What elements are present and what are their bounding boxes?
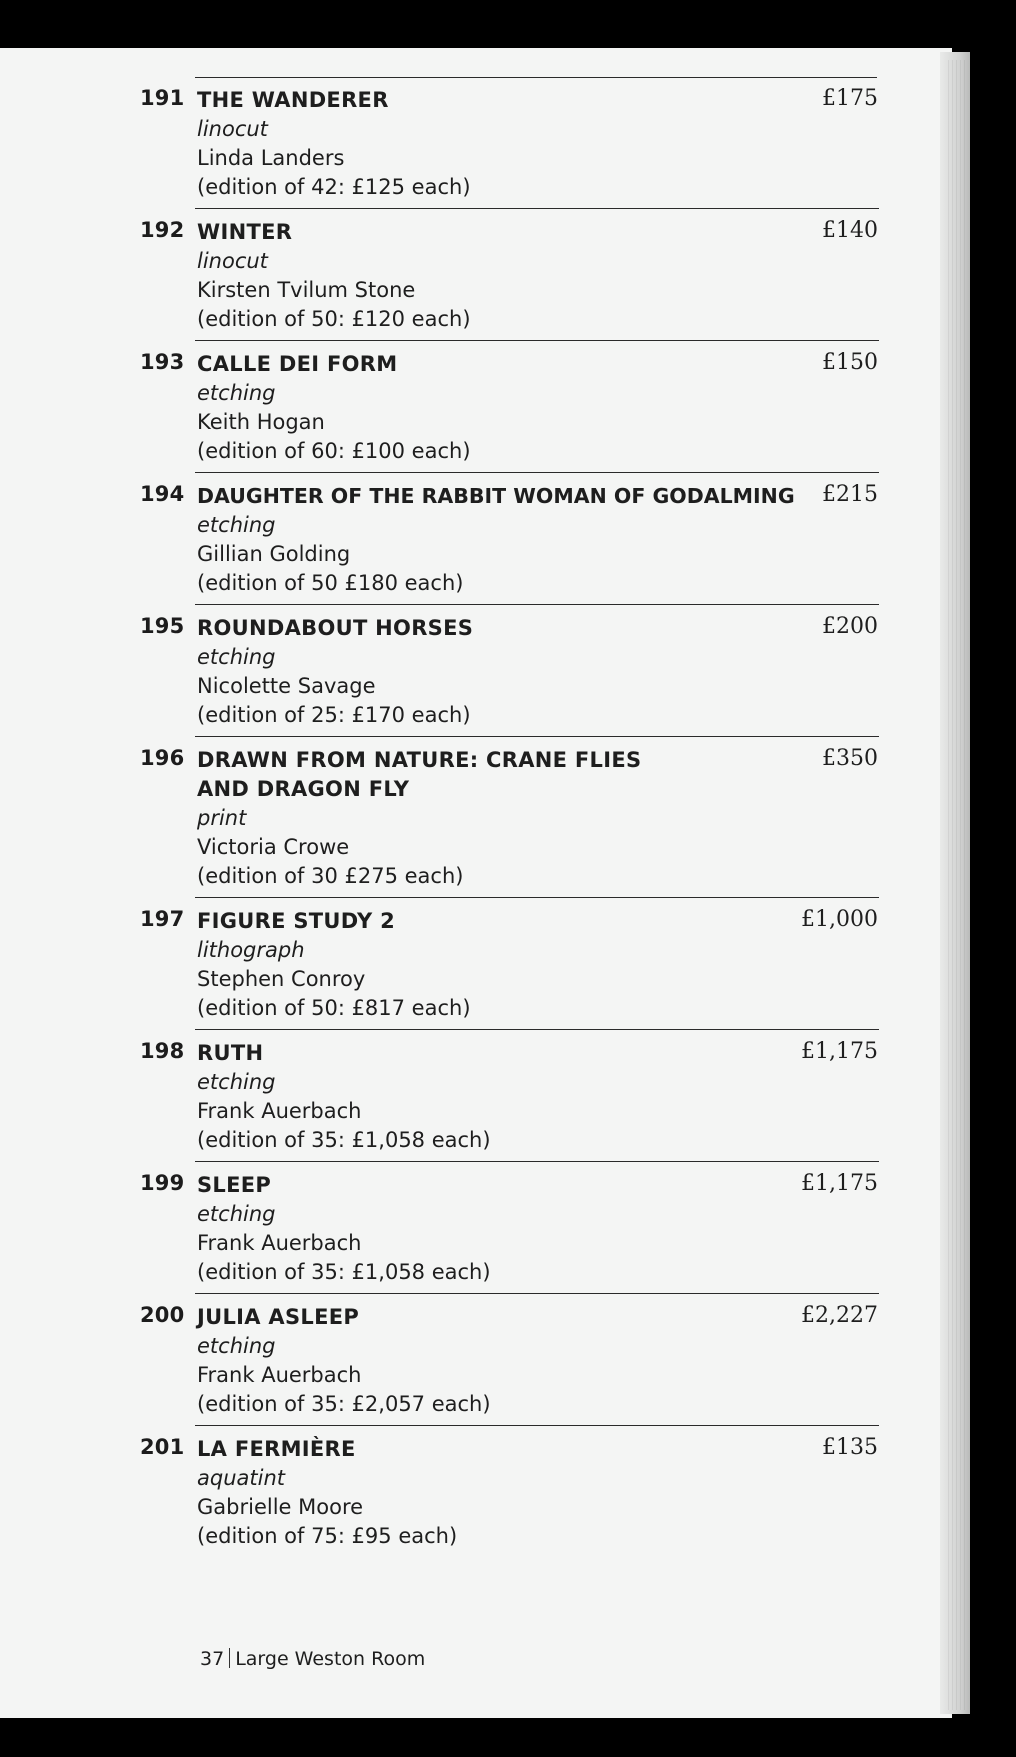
page-edge-texture — [948, 60, 966, 1710]
lot-price: £135 — [822, 1435, 878, 1460]
lot-artist: Stephen Conroy — [197, 967, 366, 991]
lot-medium: print — [197, 806, 247, 830]
lot-divider — [195, 1161, 879, 1162]
lot-edition: (edition of 25: £170 each) — [197, 703, 471, 727]
lot-title: LA FERMIÈRE — [197, 1437, 356, 1461]
lot-price: £350 — [822, 746, 878, 771]
lot-details — [197, 1435, 837, 1551]
lot-price: £1,000 — [801, 907, 878, 932]
lot-number: 199 — [140, 1171, 185, 1195]
lot-artist: Kirsten Tvilum Stone — [197, 278, 416, 302]
lot-medium: etching — [197, 645, 276, 669]
lot-divider — [195, 1425, 879, 1426]
lot-medium: lithograph — [197, 938, 305, 962]
lot-edition: (edition of 42: £125 each) — [197, 175, 471, 199]
lot-edition: (edition of 50: £817 each) — [197, 996, 471, 1020]
lot-number: 192 — [140, 218, 185, 242]
lot-divider — [195, 340, 879, 341]
lot-number: 197 — [140, 907, 185, 931]
lot-divider — [195, 897, 879, 898]
lot-artist: Frank Auerbach — [197, 1363, 362, 1387]
lot-edition: (edition of 50: £120 each) — [197, 307, 471, 331]
lot-details — [197, 907, 837, 1023]
lot-edition: (edition of 35: £2,057 each) — [197, 1392, 491, 1416]
lot-medium: linocut — [197, 249, 268, 273]
lot-medium: etching — [197, 381, 276, 405]
lot-number: 193 — [140, 350, 185, 374]
lot-medium: etching — [197, 1202, 276, 1226]
lot-edition: (edition of 75: £95 each) — [197, 1524, 458, 1548]
lot-title: JULIA ASLEEP — [197, 1305, 360, 1329]
lot-divider — [195, 1293, 879, 1294]
lot-divider — [195, 472, 879, 473]
lot-details — [197, 746, 697, 891]
lot-title: DAUGHTER OF THE RABBIT WOMAN OF GODALMING — [197, 484, 795, 508]
lot-price: £1,175 — [801, 1039, 878, 1064]
lot-medium: linocut — [197, 117, 268, 141]
lot-medium: etching — [197, 1070, 276, 1094]
lot-medium: aquatint — [197, 1466, 285, 1490]
lot-price: £140 — [822, 218, 878, 243]
lot-number: 195 — [140, 614, 185, 638]
lot-edition: (edition of 60: £100 each) — [197, 439, 471, 463]
lot-edition: (edition of 30 £275 each) — [197, 864, 464, 888]
lot-edition: (edition of 50 £180 each) — [197, 571, 464, 595]
lot-artist: Victoria Crowe — [197, 835, 350, 859]
lot-price: £150 — [822, 350, 878, 375]
lot-price: £200 — [822, 614, 878, 639]
lot-artist: Frank Auerbach — [197, 1099, 362, 1123]
lot-artist: Keith Hogan — [197, 410, 325, 434]
lot-details — [197, 218, 837, 334]
lot-artist: Frank Auerbach — [197, 1231, 362, 1255]
lot-title: WINTER — [197, 220, 293, 244]
lot-edition: (edition of 35: £1,058 each) — [197, 1128, 491, 1152]
lot-number: 201 — [140, 1435, 185, 1459]
lot-number: 194 — [140, 482, 185, 506]
lot-divider — [195, 736, 879, 737]
lot-details — [197, 350, 837, 466]
lot-details — [197, 482, 837, 598]
lot-details — [197, 1303, 837, 1419]
lot-details — [197, 1171, 837, 1287]
lot-title: FIGURE STUDY 2 — [197, 909, 396, 933]
page-footer — [200, 1648, 425, 1670]
lot-artist: Gabrielle Moore — [197, 1495, 364, 1519]
lot-details — [197, 86, 837, 202]
lot-title: DRAWN FROM NATURE: CRANE FLIES AND DRAGON FLY — [197, 748, 642, 801]
lot-price: £175 — [822, 86, 878, 111]
lot-price: £1,175 — [801, 1171, 878, 1196]
lot-number: 191 — [140, 86, 185, 110]
lot-medium: etching — [197, 1334, 276, 1358]
lot-divider — [195, 1029, 879, 1030]
lot-details — [197, 614, 837, 730]
footer-separator — [229, 1648, 230, 1668]
lot-artist: Gillian Golding — [197, 542, 351, 566]
lot-title: THE WANDERER — [197, 88, 389, 112]
lot-price: £2,227 — [801, 1303, 878, 1328]
lot-details — [197, 1039, 837, 1155]
page-number: 37 — [200, 1648, 225, 1670]
lot-title: ROUNDABOUT HORSES — [197, 616, 474, 640]
lot-artist: Nicolette Savage — [197, 674, 376, 698]
lot-title: SLEEP — [197, 1173, 272, 1197]
lot-artist: Linda Landers — [197, 146, 345, 170]
section-name: Large Weston Room — [235, 1648, 426, 1670]
lot-divider — [195, 604, 879, 605]
lot-medium: etching — [197, 513, 276, 537]
lot-number: 198 — [140, 1039, 185, 1063]
lot-divider — [195, 208, 879, 209]
top-divider — [195, 77, 877, 78]
lot-number: 200 — [140, 1303, 185, 1327]
lot-number: 196 — [140, 746, 185, 770]
lot-price: £215 — [822, 482, 878, 507]
lot-title: RUTH — [197, 1041, 264, 1065]
lot-edition: (edition of 35: £1,058 each) — [197, 1260, 491, 1284]
lot-title: CALLE DEI FORM — [197, 352, 398, 376]
